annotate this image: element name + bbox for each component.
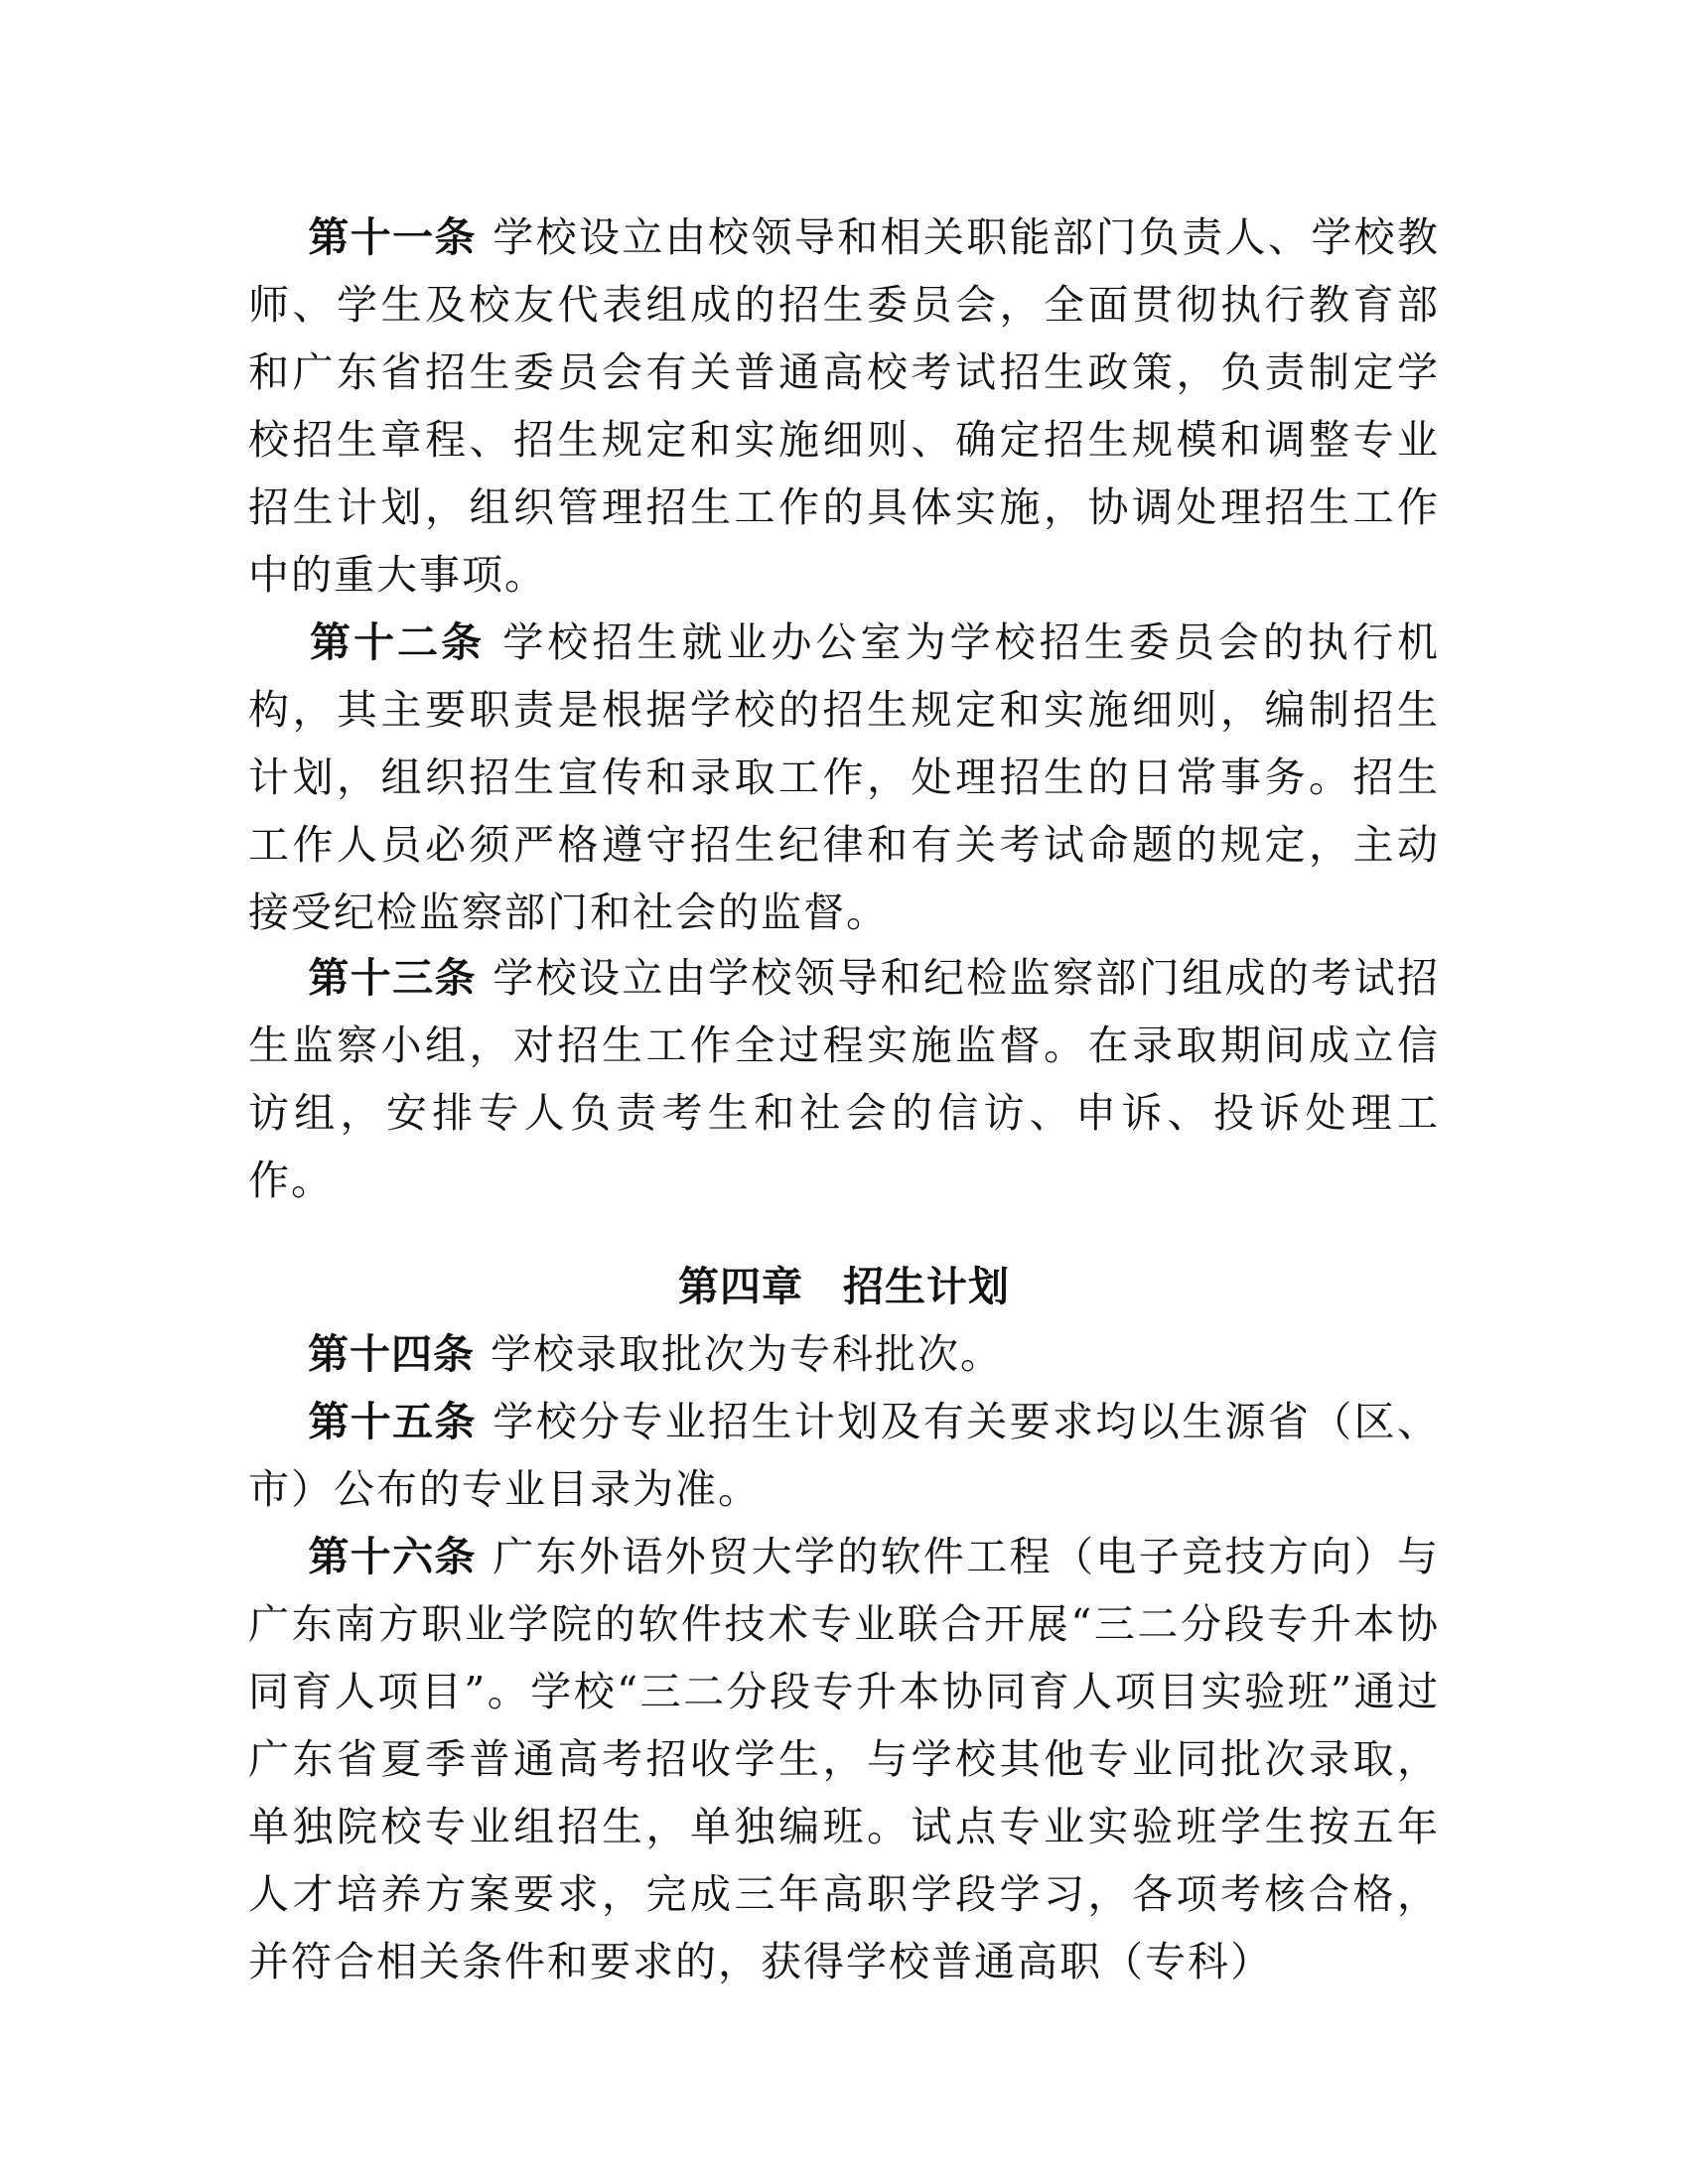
article-16: [248, 1523, 1440, 1995]
article-text: 学校录取批次为专科批次。: [491, 1330, 1003, 1378]
article-text: 广东外语外贸大学的软件工程（电子竞技方向）与广东南方职业学院的软件技术专业联合开展“三二分段专升本协同育人项目”。学校“三二分段专升本协同育人项目实验班”通过广东省夏季普通高考招收学生，与学校其他专业同批次录取，单独院校专业组招生，单独编班。试点专业实验班学生按五年人才培养方案要求，完成三年高职学段学习，各项考核合格，并符合相关条件和要求的，获得学校普通高职（专科）: [248, 1533, 1441, 1985]
article-13: [248, 944, 1440, 1214]
article-number: 第十六条: [308, 1533, 477, 1580]
article-15: [248, 1388, 1440, 1523]
article-14: [248, 1320, 1440, 1388]
chapter-heading: [248, 1253, 1440, 1320]
article-number: 第十四条: [308, 1330, 475, 1378]
article-12: [248, 609, 1440, 946]
article-text: 学校招生就业办公室为学校招生委员会的执行机构，其主要职责是根据学校的招生规定和实施细则，编制招生计划，组织招生宣传和录取工作，处理招生的日常事务。招生工作人员必须严格遵守招生纪律和有关考试命题的规定，主动接受纪检监察部门和社会的监督。: [248, 618, 1441, 936]
article-text: 学校设立由校领导和相关职能部门负责人、学校教师、学生及校友代表组成的招生委员会，全面贯彻执行教育部和广东省招生委员会有关普通高校考试招生政策，负责制定学校招生章程、招生规定和实施细则、确定招生规模和调整专业招生计划，组织管理招生工作的具体实施，协调处理招生工作中的重大事项。: [248, 213, 1441, 599]
article-number: 第十二条: [308, 618, 486, 666]
chapter-title: 招生计划: [843, 1263, 1010, 1310]
article-text: 学校设立由学校领导和纪检监察部门组成的考试招生监察小组，对招生工作全过程实施监督。在录取期间成立信访组，安排专人负责考生和社会的信访、申诉、投诉处理工作。: [248, 954, 1441, 1204]
article-text: 学校分专业招生计划及有关要求均以生源省（区、市）公布的专业目录为准。: [248, 1398, 1441, 1513]
article-11: [248, 204, 1440, 609]
article-number: 第十五条: [308, 1398, 477, 1445]
article-number: 第十一条: [308, 213, 477, 261]
chapter-number: 第四章: [678, 1263, 803, 1310]
article-number: 第十三条: [308, 954, 477, 1002]
